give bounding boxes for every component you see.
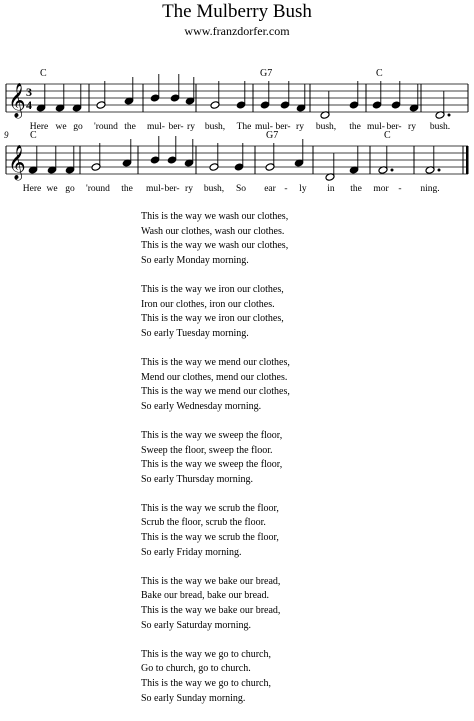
chord-symbol: C [40,68,47,79]
lyric-syllable: the [121,184,133,194]
half-note [96,81,106,109]
verse-line: This is the way we bake our bread, [141,575,281,587]
verse [141,575,461,633]
lyric-syllable: Here [29,122,49,132]
quarter-note [372,81,382,109]
verse-list [141,210,461,721]
verse-line: Mend our clothes, mend our clothes. [141,371,288,383]
verse [141,648,461,706]
lyric-syllable: ry [185,184,193,194]
lyric-syllable: the [124,122,136,132]
lyric-syllable: ry [187,122,195,132]
lyric-syllable: bush, [203,184,225,194]
lyric-syllable: ber- [386,122,402,132]
song-title: The Mulberry Bush [162,1,312,22]
lyric-syllable: in [327,184,335,194]
lyric-syllable: ning. [420,184,440,194]
chord-symbol: C [384,130,391,141]
verse-line: Scrub the floor, scrub the floor. [141,517,266,529]
lyric-syllable: mul- [367,122,385,132]
verse-line: So early Tuesday morning. [141,327,249,339]
verse-line: This is the way we go to church, [141,648,271,660]
measure-number: 9 [4,130,9,140]
verse-line: This is the way we go to church, [141,678,271,689]
verse-line: So early Friday morning. [141,546,242,558]
lyric-syllable: 'round [94,122,118,132]
verse-line: So early Thursday morning. [141,473,254,485]
quarter-note [150,136,160,164]
lyric-syllable: mul- [255,122,273,132]
quarter-note [150,74,160,102]
quarter-note [236,81,246,109]
verse [141,429,461,487]
chord-symbol: G7 [266,130,279,141]
lyric-syllable: ly [299,184,307,194]
verse [141,502,461,560]
time-signature-top: 3 [26,85,32,99]
sheet-music [0,0,474,200]
verse-line: Go to church, go to church. [141,663,251,675]
lyric-syllable: go [73,122,83,132]
treble-clef-icon: 𝄞 [8,84,26,117]
verse-line: Sweep the floor, sweep the floor. [141,444,273,456]
staff-system-2 [4,130,469,194]
lyric-syllable: The [236,122,252,132]
lyric-syllable: we [46,184,58,194]
chord-symbol: C [30,130,37,141]
verse-line: This is the way we mend our clothes, [141,386,290,398]
augmentation-dot [448,114,451,117]
verse-line: So early Wednesday morning. [141,400,262,412]
lyric-syllable: - [284,184,288,194]
notes-system-2 [28,136,440,181]
verse-line: Wash our clothes, wash our clothes. [141,225,285,237]
lyric-syllable: ber- [164,184,180,194]
verse-line: So early Monday morning. [141,254,249,266]
quarter-note [349,81,359,109]
verse-line: This is the way we iron our clothes, [141,283,284,295]
augmentation-dot [391,169,394,172]
verse-line: This is the way we mend our clothes, [141,356,290,368]
lyric-syllable: ber- [275,122,291,132]
verse-line: Bake our bread, bake our bread. [141,590,269,602]
verse [141,356,461,414]
verse-line: This is the way we sweep the floor, [141,459,283,471]
augmentation-dot [438,169,441,172]
quarter-note [170,74,180,102]
lyric-syllable: So [235,184,247,194]
verse-line: So early Sunday morning. [141,692,246,704]
verse-line: This is the way we wash our clothes, [141,211,289,222]
website-url: www.franzdorfer.com [184,24,290,38]
lyric-syllable: ry [408,122,416,132]
lyric-syllable: bush, [204,122,226,132]
chord-symbol: G7 [260,68,273,79]
lyric-syllable: mul- [147,122,165,132]
half-note [91,143,101,171]
lyric-syllable: go [65,184,75,194]
lyric-syllable: Here [22,184,42,194]
verse-line: Iron our clothes, iron our clothes. [141,298,275,310]
lyric-syllable: mul- [146,184,164,194]
lyric-syllable: mor [373,184,389,194]
verse-line: This is the way we wash our clothes, [141,240,289,252]
lyric-syllable: ear [264,184,276,194]
lyric-syllable: ry [296,122,304,132]
lyric-syllable: ber- [168,122,184,132]
quarter-note [260,81,270,109]
verse-line: This is the way we iron our clothes, [141,313,284,325]
quarter-note [280,81,290,109]
verse [141,210,461,268]
lyrics-system-2 [23,184,440,194]
chord-symbol: C [376,68,383,79]
verse-line: This is the way we bake our bread, [141,605,281,617]
lyric-syllable: the [349,122,361,132]
lyric-syllable: 'round [86,184,110,194]
treble-clef-icon: 𝄞 [8,146,26,179]
half-note [265,143,275,171]
lyric-syllable: bush. [429,122,451,132]
time-signature-bottom: 4 [26,98,32,112]
quarter-note [391,81,401,109]
staff-system-1 [6,68,468,132]
notes-system-1 [36,74,450,119]
lyric-syllable: bush, [315,122,337,132]
verse-line: This is the way we scrub the floor, [141,532,279,544]
verse [141,283,461,341]
lyric-syllable: - [398,184,402,194]
verse-line: This is the way we scrub the floor, [141,502,279,514]
quarter-note [167,136,177,164]
half-note [209,143,219,171]
quarter-note [234,143,244,171]
verse-line: So early Saturday morning. [141,619,251,631]
lyric-syllable: the [350,184,362,194]
verse-line: This is the way we sweep the floor, [141,429,283,441]
half-note [210,81,220,109]
lyric-syllable: we [55,122,67,132]
